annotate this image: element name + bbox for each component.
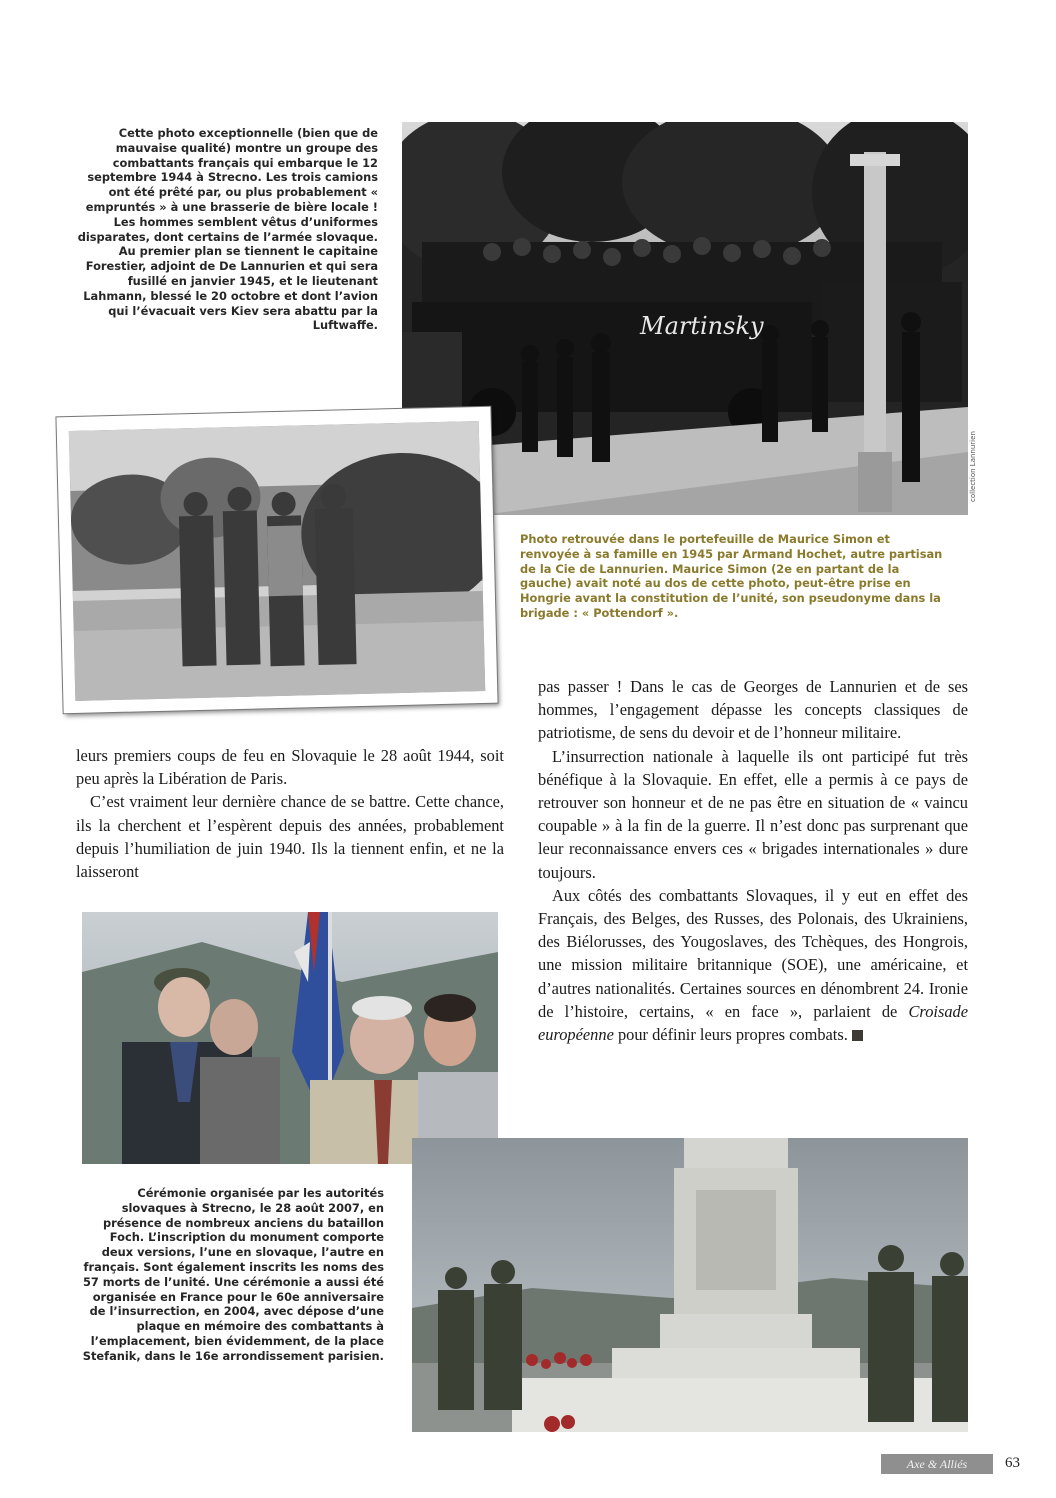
end-of-article-square-icon xyxy=(852,1030,863,1041)
right-column xyxy=(538,675,968,1046)
left-paragraph-1: leurs premiers coups de feu en Slovaquie le 28 août 1944, soit peu après la Libération de Paris. xyxy=(76,746,504,789)
photo-monument xyxy=(412,1138,968,1432)
left-paragraph-2: C’est vraiment leur dernière chance de se battre. Cette chance, ils la cherchent et l’espèrent depuis des années, probablement depuis l’humiliation de juin 1940. Ils la tiennent enfin, et ne la laisseront xyxy=(76,792,504,882)
emphasis-croisade: Croisade européenne xyxy=(538,1001,968,1045)
photo-four-men xyxy=(69,421,485,701)
right-paragraph-2: L’insurrection nationale à laquelle ils ont participé fut très bénéfique à la Slovaquie. En effet, elle a permis à ce pays de retrouver son honneur et de ne pas être en situation de « vaincu coupable » à la fin de la guerre. Il n’est donc pas surprenant que leur reconnaissance envers ces « brigades internationales » dure toujours. xyxy=(538,746,968,882)
photo-credit: collection Lannurien xyxy=(969,431,977,502)
page-number: 63 xyxy=(1005,1455,1020,1471)
right-paragraph-1: pas passer ! Dans le cas de Georges de Lannurien et de ses hommes, l’engagement dépasse les concepts classiques de patriotisme, de sens du devoir et de l’honneur militaire. xyxy=(538,677,968,743)
right-paragraph-3: Aux côtés des combattants Slovaques, il y eut en effet des Français, des Belges, des Russes, des Polonais, des Ukrainiens, des Biélorusses, des Yougoslaves, des Tchèques, des Hongrois, une mission militaire britannique (SOE), une américaine, et d’autres nationalités. Certaines sources en dénombrent 24. Ironie de l’histoire, certains, « en face », parlaient de Croisade européenne pour définir leurs propres combats. xyxy=(538,885,968,1045)
photo-four-men-frame xyxy=(56,407,497,714)
truck-sign: Martinsky xyxy=(640,312,764,340)
footer-section-label: Axe & Alliés xyxy=(881,1454,993,1474)
photo-ceremony-veterans xyxy=(82,912,498,1164)
caption-truck-photo: Cette photo exceptionnelle (bien que de mauvaise qualité) montre un groupe des combattants français qui embarque le 12 septembre 1944 à Strecno. Les trois camions ont été prêté par, ou plus probablement « empruntés » à une brasserie de bière locale ! Les hommes semblent vêtus d’uniformes disparates, dont certains de l’armée slovaque. Au premier plan se tiennent le capitaine Forestier, adjoint de De Lannurien et qui sera fusillé en janvier 1945, et le lieutenant Lahmann, blessé le 20 octobre et dont l’avion qui l’évacuait vers Kiev sera abattu par la Luftwaffe. xyxy=(77,126,378,333)
caption-ceremony-photos: Cérémonie organisée par les autorités slovaques à Strecno, le 28 août 2007, en présence de nombreux anciens du bataillon Foch. L’inscription du monument comporte deux versions, l’une en slovaque, l’autre en français. Sont également inscrits les noms des 57 morts de l’unité. Une cérémonie a aussi été organisée en France pour le 60e anniversaire de l’insurrection, en 2004, avec dépose d’une plaque en mémoire des combattants à l’emplacement, bien évidemment, de la place Stefanik, dans le 16e arrondissement parisien. xyxy=(82,1186,384,1363)
caption-four-men-photo: Photo retrouvée dans le portefeuille de Maurice Simon et renvoyée à sa famille en 1945 par Armand Hochet, autre partisan de la Cie de Lannurien. Maurice Simon (2e en partant de la gauche) avait noté au dos de cette photo, peut-être prise en Hongrie avant la constitution de l’unité, son pseudonyme dans la brigade : « Pottendorf ». xyxy=(520,532,943,620)
left-column xyxy=(76,744,504,883)
